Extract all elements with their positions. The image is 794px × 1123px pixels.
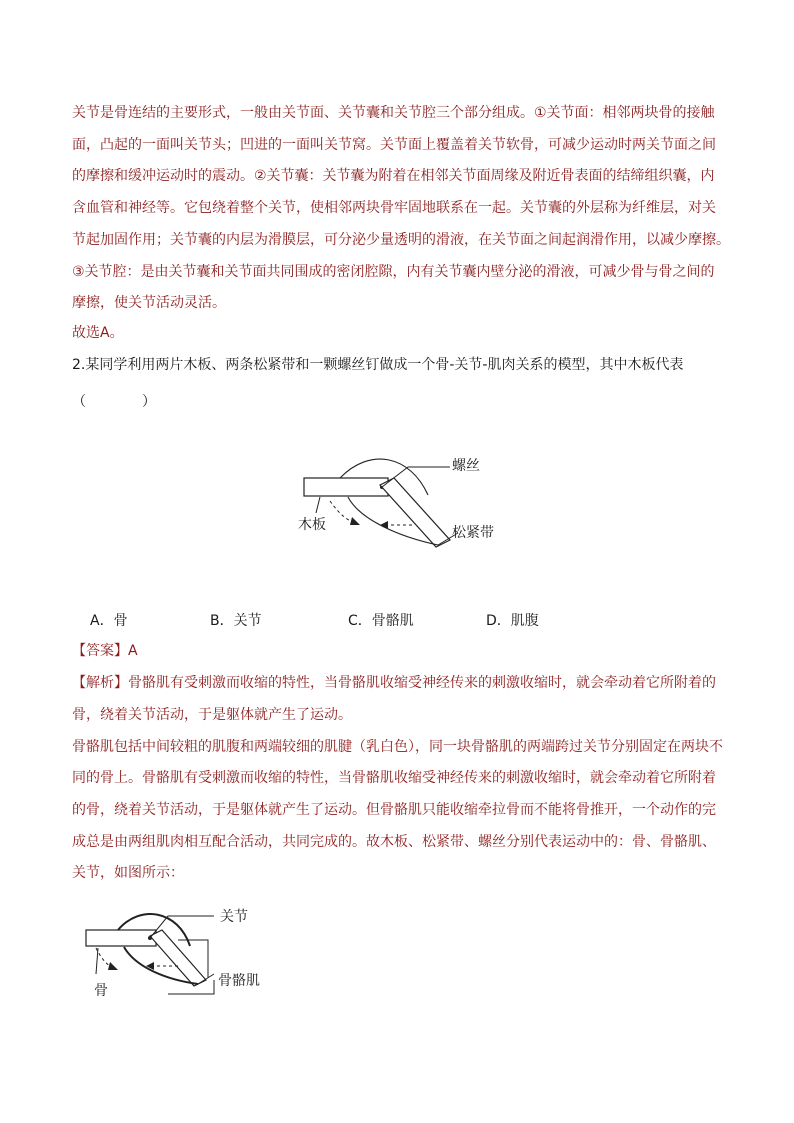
label-joint: 关节 [220, 909, 248, 925]
analysis-line-2: 骨骼肌包括中间较粗的肌腹和两端较细的肌腱（乳白色），同一块骨骼肌的两端跨过关节分别固定在两块不 [72, 739, 723, 755]
analysis-line-4: 的骨，绕着关节活动，于是躯体就产生了运动。但骨骼肌只能收缩牵拉骨而不能将骨推开，一个动作的完 [72, 802, 716, 818]
question-stem: 2.某同学利用两片木板、两条松紧带和一颗螺丝钉做成一个骨-关节-肌肉关系的模型，其中木板代表 [72, 357, 684, 373]
answer-value: A [128, 643, 138, 659]
board-slanted [380, 478, 450, 547]
explain-line-2: 面，凸起的一面叫关节头；凹进的一面叫关节窝。关节面上覆盖着关节软骨，可减少运动时两关节面之间 [72, 137, 716, 153]
labeled-figure [78, 900, 298, 1010]
option-d[interactable]: D．肌腹 [486, 613, 539, 629]
answer-tag: 【答案】 [72, 643, 128, 659]
analysis-line-5: 成总是由两组肌肉相互配合活动，共同完成的。故木板、松紧带、螺丝分别代表运动中的：骨、骨骼肌、 [72, 834, 716, 850]
board-top [304, 478, 388, 496]
model-figure [290, 445, 520, 565]
answer-line [72, 641, 138, 661]
label-screw: 螺丝 [452, 458, 480, 474]
explain-line-4: 含血管和神经等。它包绕着整个关节，使相邻两块骨牢固地联系在一起。关节囊的外层称为纤维层，对关 [72, 200, 716, 216]
bone-slanted [150, 930, 206, 986]
option-c[interactable]: C．骨骼肌 [348, 613, 414, 629]
option-b[interactable]: B．关节 [210, 613, 262, 629]
analysis-line-6: 关节，如图所示： [72, 865, 184, 881]
label-muscle: 骨骼肌 [218, 973, 260, 989]
label-board: 木板 [298, 517, 326, 533]
explain-line-1: 关节是骨连结的主要形式，一般由关节面、关节囊和关节腔三个部分组成。①关节面：相邻两块骨的接触 [72, 105, 715, 121]
option-a[interactable]: A．骨 [90, 613, 128, 629]
explain-line-5: 节起加固作用；关节囊的内层为滑膜层，可分泌少量透明的滑液，在关节面之间起润滑作用，以减少摩擦。 [72, 232, 730, 248]
label-bone: 骨 [94, 983, 108, 999]
analysis-line-1: 骨，绕着关节活动，于是躯体就产生了运动。 [72, 707, 352, 723]
explain-line-6: ③关节腔：是由关节囊和关节面共同围成的密闭腔隙，内有关节囊内壁分泌的滑液，可减少骨与骨之间的 [72, 264, 715, 280]
label-band: 松紧带 [452, 525, 494, 541]
analysis-first: 骨骼肌有受刺激而收缩的特性，当骨骼肌收缩受神经传来的刺激收缩时，就会牵动着它所附着的 [128, 675, 716, 691]
bone-top [86, 930, 156, 946]
analysis-first-line [72, 673, 716, 693]
explain-line-7: 摩擦，使关节活动灵活。 [72, 295, 226, 311]
analysis-tag: 【解析】 [72, 675, 128, 691]
prev-conclusion: 故选A。 [72, 325, 124, 341]
analysis-line-3: 同的骨上。骨骼肌有受刺激而收缩的特性，当骨骼肌收缩受神经传来的刺激收缩时，就会牵动着它所附着 [72, 770, 716, 786]
explain-line-3: 的摩擦和缓冲运动时的震动。②关节囊：关节囊为附着在相邻关节面周缘及附近骨表面的结缔组织囊，内 [72, 168, 715, 184]
question-paren: （ ） [72, 394, 156, 410]
